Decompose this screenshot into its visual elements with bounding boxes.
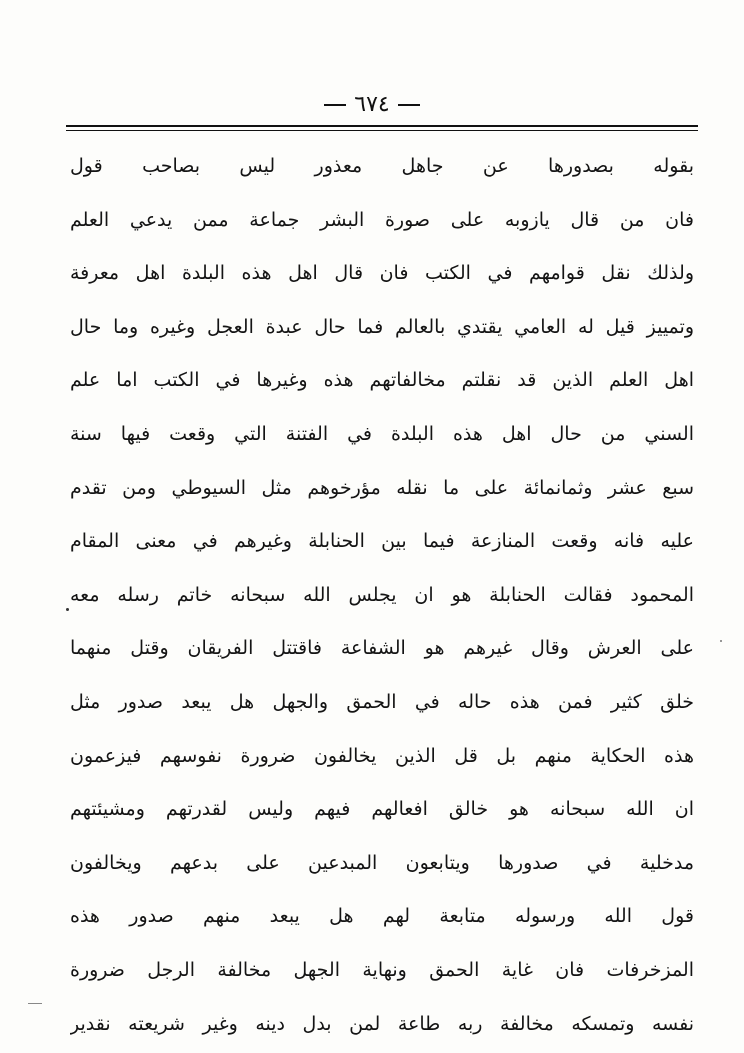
text-line: ولذلك نقل قوامهم في الكتب فان قال اهل هذه البلدة اهل معرفة <box>70 262 694 285</box>
text-line: اهل العلم الذين قد نقلتم مخالفاتهم هذه وغيرها في الكتب اما علم <box>70 369 694 392</box>
text-line: المزخرفات فان غاية الحمق ونهاية الجهل مخالفة الرجل ضرورة <box>70 958 694 981</box>
text-line: عليه فانه وقعت المنازعة فيما بين الحنابلة وغيرهم في معنى المقام <box>70 530 694 553</box>
text-line: مدخلية في صدورها ويتابعون المبدعين على بدعهم ويخالفون <box>70 851 694 874</box>
text-line: المحمود فقالت الحنابلة هو ان يجلس الله سبحانه خاتم رسله معه <box>70 583 694 606</box>
scan-speck <box>28 1003 42 1004</box>
scan-speck <box>720 640 722 642</box>
text-line: فان من قال يازوبه على صورة البشر جماعة ممن يدعي العلم <box>70 208 694 231</box>
text-line: السني من حال اهل هذه البلدة في الفتنة التي وقعت فيها سنة <box>70 422 694 445</box>
text-line: نفسه وتمسكه مخالفة ربه طاعة لمن بدل دينه وغير شريعته نقدير <box>70 1012 694 1035</box>
page-number-value: ٦٧٤ <box>354 92 390 117</box>
text-line: سبع عشر وثمانمائة على ما نقله مؤرخوهم مثل السيوطي ومن تقدم <box>70 476 694 499</box>
text-line: هذه الحكاية منهم بل قل الذين يخالفون ضرورة نفوسهم فيزعمون <box>70 744 694 767</box>
text-line: قول الله ورسوله متابعة لهم هل يبعد منهم صدور هذه <box>70 905 694 928</box>
text-line: خلق كثير فمن هذه حاله في الحمق والجهل هل يبعد صدور مثل <box>70 690 694 713</box>
text-line: وتمييز قيل له العامي يقتدي بالعالم فما حال عبدة العجل وغيره وما حال <box>70 315 694 338</box>
dash-right <box>398 104 420 106</box>
text-line: ان الله سبحانه هو خالق افعالهم فيهم وليس لقدرتهم ومشيئتهم <box>70 798 694 821</box>
scan-speck <box>66 608 69 611</box>
page-number <box>0 92 744 117</box>
header-rule <box>66 125 698 127</box>
dash-left <box>324 104 346 106</box>
header-rule-thin <box>66 130 698 131</box>
body-text <box>70 140 694 1051</box>
text-line: بقوله بصدورها عن جاهل معذور ليس بصاحب قول <box>70 155 694 177</box>
text-line: على العرش وقال غيرهم هو الشفاعة فاقتتل الفريقان وقتل منهما <box>70 637 694 660</box>
